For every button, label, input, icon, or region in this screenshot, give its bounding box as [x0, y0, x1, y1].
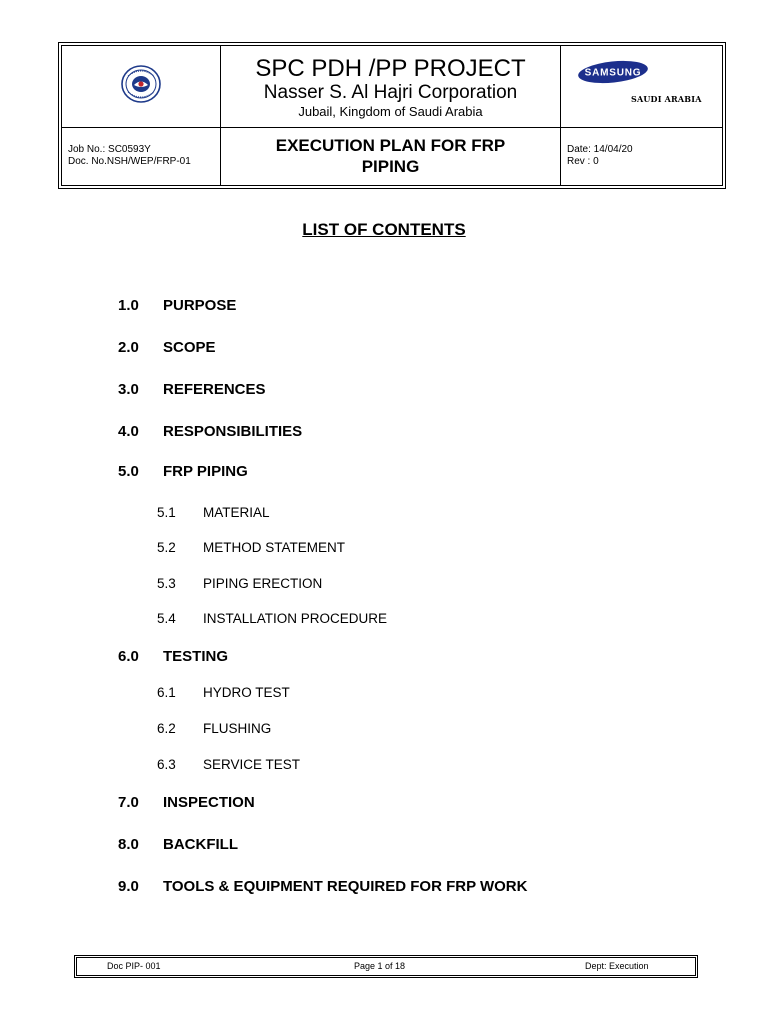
nsh-seal-icon — [120, 64, 162, 104]
subsection-label: HYDRO TEST — [203, 685, 290, 700]
section-number: 5.0 — [118, 463, 139, 480]
section-label: INSPECTION — [163, 794, 255, 811]
section-label: FRP PIPING — [163, 463, 248, 480]
subsection-number: 5.3 — [157, 576, 176, 591]
section-number: 3.0 — [118, 381, 139, 398]
section-label: SCOPE — [163, 339, 216, 356]
document-revision: Rev : 0 — [567, 156, 599, 168]
job-number: Job No.: SC0593Y — [68, 144, 151, 156]
subsection-number: 6.3 — [157, 757, 176, 772]
section-number: 8.0 — [118, 836, 139, 853]
section-label: BACKFILL — [163, 836, 238, 853]
subsection-label: PIPING ERECTION — [203, 576, 323, 591]
contents-heading: LIST OF CONTENTS — [302, 220, 466, 239]
section-label: TOOLS & EQUIPMENT REQUIRED FOR FRP WORK — [163, 878, 528, 895]
section-number: 7.0 — [118, 794, 139, 811]
subsection-number: 5.4 — [157, 611, 176, 626]
samsung-subtitle: SAUDI ARABIA — [631, 94, 702, 104]
section-label: REFERENCES — [163, 381, 266, 398]
subsection-label: FLUSHING — [203, 721, 272, 736]
corporation-location: Jubail, Kingdom of Saudi Arabia — [298, 103, 483, 119]
subsection-number: 6.2 — [157, 721, 176, 736]
corporation-name: Nasser S. Al Hajri Corporation — [263, 81, 518, 103]
subsection-number: 5.2 — [157, 540, 176, 555]
subsection-label: SERVICE TEST — [203, 757, 301, 772]
document-number: Doc. No.NSH/WEP/FRP-01 — [68, 156, 191, 168]
subsection-number: 5.1 — [157, 505, 176, 520]
job-info-cell — [62, 127, 221, 185]
section-number: 6.0 — [118, 648, 139, 665]
section-number: 9.0 — [118, 878, 139, 895]
section-number: 4.0 — [118, 423, 139, 440]
plan-title-line1: EXECUTION PLAN FOR FRP — [275, 136, 506, 156]
plan-title-cell — [221, 127, 561, 185]
subsection-label: MATERIAL — [203, 505, 270, 520]
samsung-logo-text: SAMSUNG — [584, 67, 642, 79]
samsung-logo — [577, 60, 649, 84]
footer-department: Dept: Execution — [585, 961, 649, 971]
project-title: SPC PDH /PP PROJECT — [255, 54, 526, 82]
subsection-number: 6.1 — [157, 685, 176, 700]
section-number: 1.0 — [118, 297, 139, 314]
document-header — [61, 45, 723, 186]
footer-doc-number: Doc PIP- 001 — [107, 961, 161, 971]
section-label: RESPONSIBILITIES — [163, 423, 303, 440]
footer-page-number: Page 1 of 18 — [354, 961, 406, 971]
subsection-label: INSTALLATION PROCEDURE — [203, 611, 388, 626]
section-label: TESTING — [163, 648, 229, 665]
company-logo-cell — [62, 46, 221, 127]
page-footer — [76, 957, 696, 976]
plan-title-line2: PIPING — [361, 157, 420, 177]
samsung-logo-cell — [561, 46, 723, 127]
date-rev-cell — [561, 127, 723, 185]
section-number: 2.0 — [118, 339, 139, 356]
subsection-label: METHOD STATEMENT — [203, 540, 345, 555]
document-date: Date: 14/04/20 — [567, 144, 633, 156]
section-label: PURPOSE — [163, 297, 237, 314]
project-title-cell — [221, 46, 561, 127]
